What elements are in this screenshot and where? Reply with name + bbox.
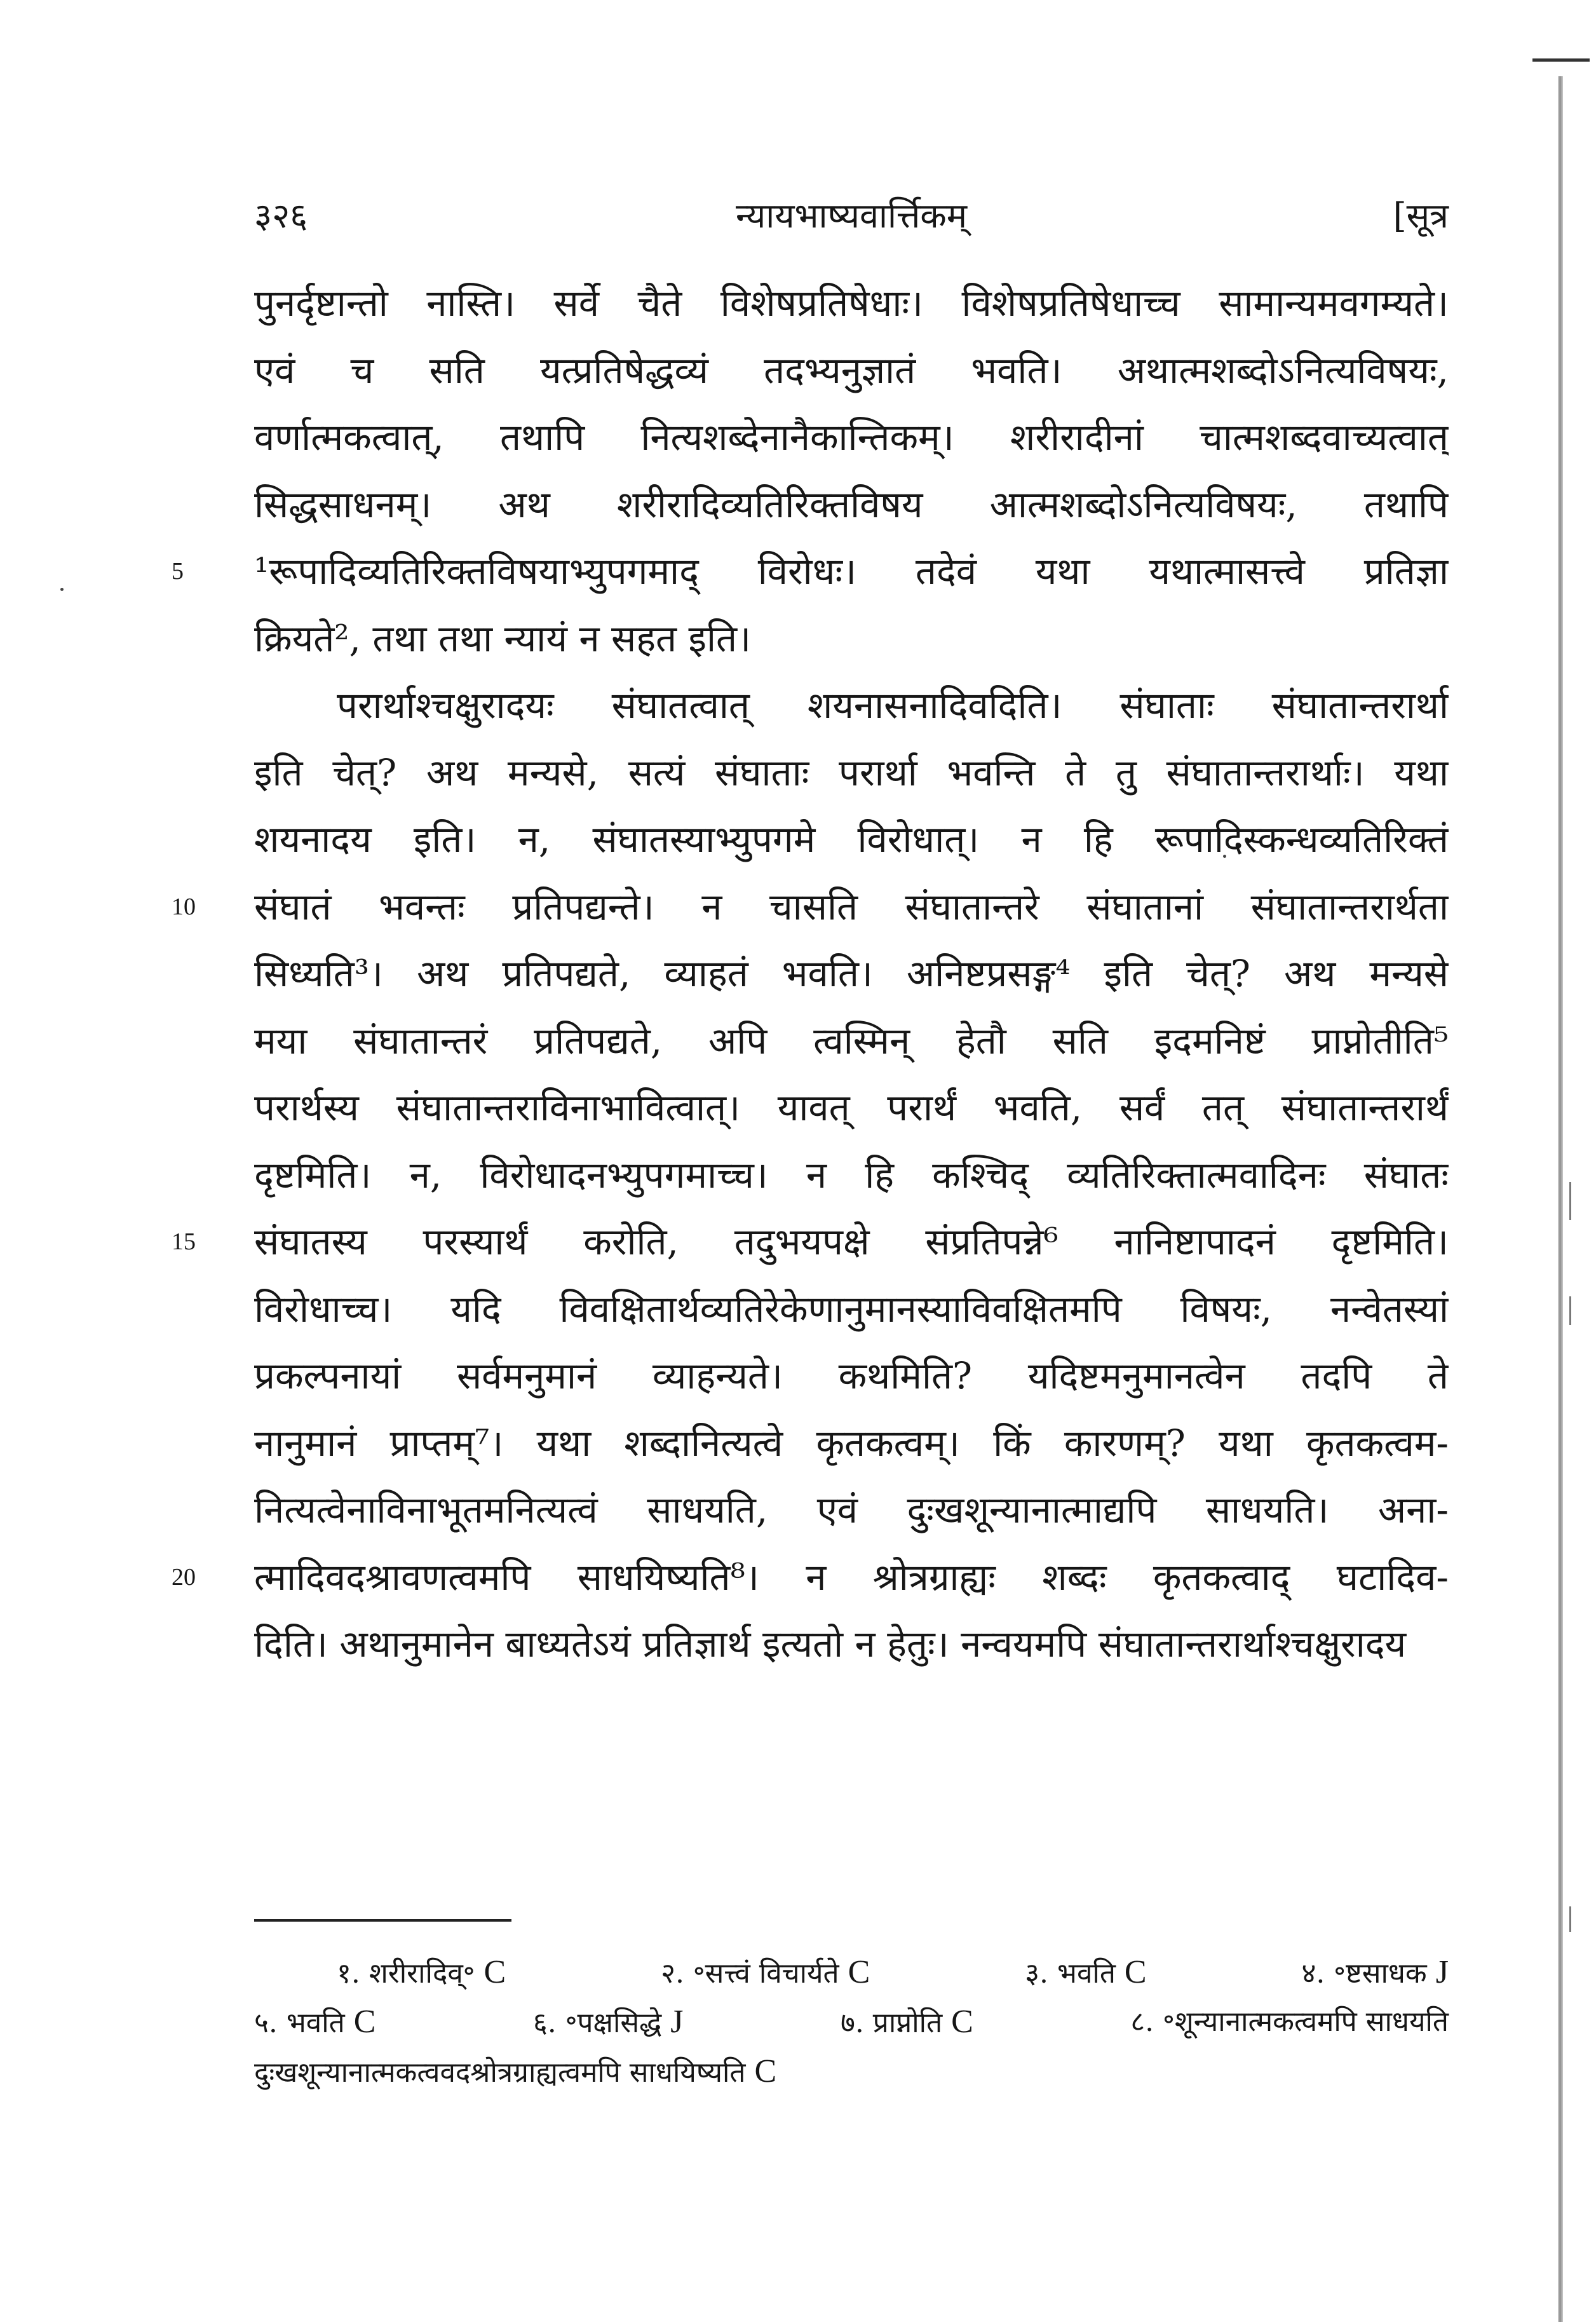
binding-mark — [1532, 58, 1590, 62]
text-line: नित्यत्वेनाविनाभूतमनित्यत्वं साधयति, एवं दुःखशून्यानात्माद्यपि साधयति। अना- — [254, 1488, 1449, 1531]
text-line: ¹रूपादिव्यतिरिक्तविषयाभ्युपगमाद् विरोधः। तदेवं यथा यथात्मासत्त्वे प्रतिज्ञा — [254, 550, 1449, 593]
footnote-8-continued: दुःखशून्यानात्मकत्ववदश्रोत्रग्राह्यत्वमपि साधयिष्यति C — [254, 2053, 777, 2089]
text-line: एवं च सति यत्प्रतिषेद्धव्यं तदभ्यनुज्ञातं भवति। अथात्मशब्दोऽनित्यविषयः, — [254, 348, 1449, 392]
text-line: मया संघातान्तरं प्रतिपद्यते, अपि त्वस्मिन् हेतौ सति इदमनिष्टं प्राप्नोतीति⁵ — [254, 1019, 1449, 1063]
text-line: परार्थाश्चक्षुरादयः संघातत्वात् शयनासनादिवदिति। संघाताः संघातान्तरार्था — [337, 684, 1449, 727]
text-line: सिध्यति³। अथ प्रतिपद्यते, व्याहतं भवति। अनिष्टप्रसङ्ग⁴ इति चेत्? अथ मन्यसे — [254, 952, 1449, 995]
footnote-1: १. शरीरादिव्॰ C — [337, 1954, 506, 1990]
footnote-rule — [254, 1919, 511, 1922]
footnote-row-3 — [254, 2047, 1449, 2096]
line-number: 5 — [172, 558, 184, 585]
page-number: ३२६ — [254, 196, 308, 236]
text-line: नानुमानं प्राप्तम्⁷। यथा शब्दानित्यत्वे कृतकत्वम्। किं कारणम्? यथा कृतकत्वम- — [254, 1421, 1449, 1465]
text-line: संघातस्य परस्यार्थं करोति, तदुभयपक्षे संप्रतिपन्ने⁶ नानिष्टापादनं दृष्टमिति। — [254, 1220, 1449, 1263]
binding-dash — [1569, 1906, 1571, 1932]
body-text — [254, 270, 1449, 1678]
stray-mark — [60, 588, 64, 591]
line-number: 15 — [172, 1228, 196, 1255]
text-line: शयनादय इति। न, संघातस्याभ्युपगमे विरोधात्। न हि रूपादिस्कन्धव्यतिरिक्तं — [254, 818, 1449, 861]
line-number: 10 — [172, 893, 196, 920]
text-line: इति चेत्? अथ मन्यसे, सत्यं संघाताः परार्था भवन्ति ते तु संघातान्तरार्थाः। यथा — [254, 750, 1449, 794]
footnotes — [254, 1948, 1449, 2096]
footnote-7: ७. प्राप्नोति C — [840, 2004, 973, 2040]
section-mark: [सूत्र — [1393, 196, 1449, 236]
running-title: न्यायभाष्यवार्त्तिकम् — [735, 196, 968, 236]
text-line: वर्णात्मकत्वात्, तथापि नित्यशब्देनानैकान्तिकम्। शरीरादीनां चात्मशब्दवाच्यत्वात् — [254, 416, 1449, 459]
footnote-8: ८. ॰शून्यानात्मकत्वमपि साधयति — [1130, 2006, 1449, 2038]
text-line: दृष्टमिति। न, विरोधादनभ्युपगमाच्च। न हि कश्चिद् व्यतिरिक्तात्मवादिनः संघातः — [254, 1153, 1449, 1197]
line-number: 20 — [172, 1563, 196, 1591]
page-header — [254, 191, 1449, 248]
binding-dash — [1569, 1182, 1571, 1220]
text-line: परार्थस्य संघातान्तराविनाभावित्वात्। यावत् परार्थं भवति, सर्वं तत् संघातान्तरार्थं — [254, 1086, 1449, 1129]
footnote-row-2 — [254, 1997, 1449, 2047]
footnote-4: ४. ॰ष्टसाधक J — [1301, 1954, 1449, 1990]
footnote-5: ५. भवति C — [254, 2004, 376, 2040]
binding-edge — [1558, 76, 1563, 2322]
footnote-2: २. ॰सत्त्वं विचार्यते C — [661, 1954, 870, 1990]
text-line: संघातं भवन्तः प्रतिपद्यन्ते। न चासति संघातान्तरे संघातानां संघातान्तरार्थता — [254, 885, 1449, 928]
text-line: क्रियते², तथा तथा न्यायं न सहत इति। — [254, 616, 752, 660]
text-line: विरोधाच्च। यदि विवक्षितार्थव्यतिरेकेणानुमानस्याविवक्षितमपि विषयः, नन्वेतस्यां — [254, 1287, 1449, 1331]
text-line: सिद्धसाधनम्। अथ शरीरादिव्यतिरिक्तविषय आत्मशब्दोऽनित्यविषयः, तथापि — [254, 482, 1449, 526]
footnote-6: ६. ॰पक्षसिद्धे J — [532, 2004, 684, 2040]
text-line: दिति। अथानुमानेन बाध्यतेऽयं प्रतिज्ञार्थ इत्यतो न हेतुः। नन्वयमपि संघातान्तरार्थाश्चक्षुरादय — [254, 1622, 1407, 1666]
text-line: त्मादिवदश्रावणत्वमपि साधयिष्यति⁸। न श्रोत्रग्राह्यः शब्दः कृतकत्वाद् घटादिव- — [254, 1555, 1449, 1599]
footnote-row-1 — [254, 1948, 1449, 1997]
text-line: पुनर्दृष्टान्तो नास्ति। सर्वे चैते विशेषप्रतिषेधाः। विशेषप्रतिषेधाच्च सामान्यमवगम्यते। — [254, 282, 1449, 325]
footnote-3: ३. भवति C — [1025, 1954, 1147, 1990]
text-line: प्रकल्पनायां सर्वमनुमानं व्याहन्यते। कथमिति? यदिष्टमनुमानत्वेन तदपि ते — [254, 1354, 1449, 1397]
binding-dash — [1569, 1296, 1571, 1325]
